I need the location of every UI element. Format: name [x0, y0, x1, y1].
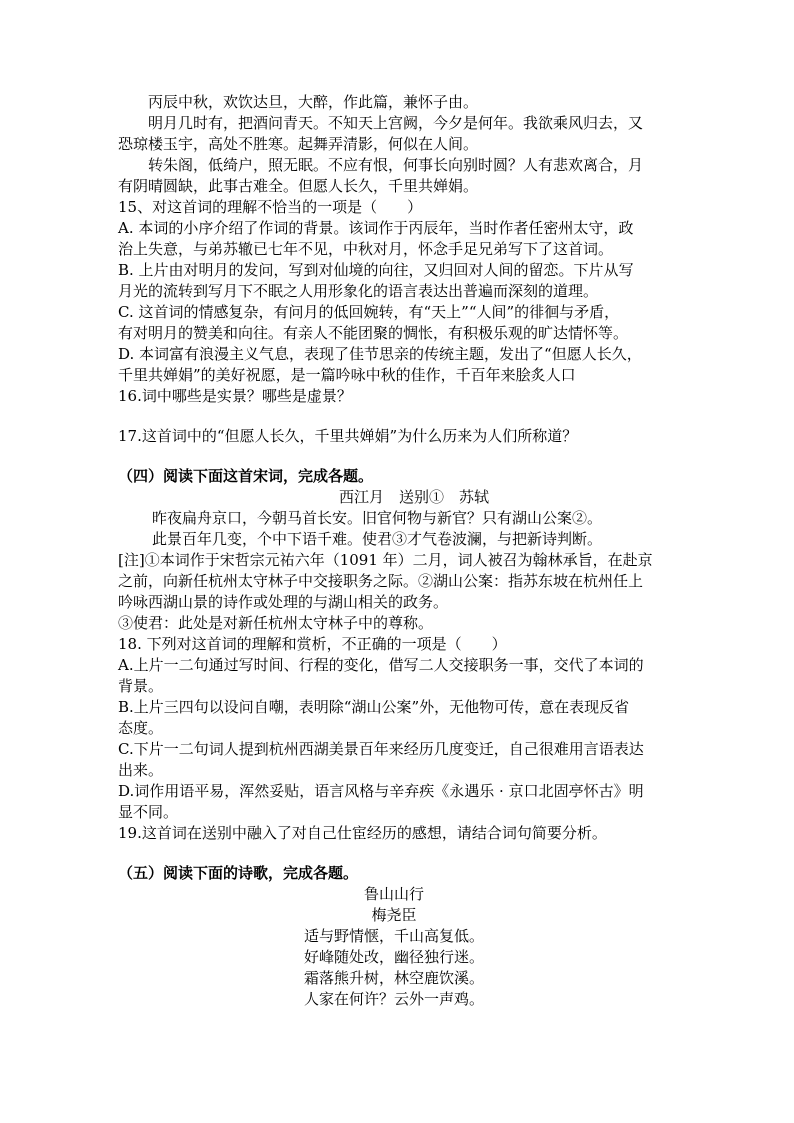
poem-stanza2-line1: 转朱阁，低绮户，照无眠。不应有恨，何事长向别时圆？人有悲欢离合，月 [148, 156, 644, 174]
section-5-poem-line: 霜落熊升树，林空鹿饮溪。 [303, 969, 484, 987]
question-15-option-b-line1: B. 上片由对明月的发问，写到对仙境的向往，又归回对人间的留恋。下片从写 [118, 261, 634, 279]
question-15-option-d-line2: 千里共婵娟”的美好祝愿，是一篇吟咏中秋的佳作，千百年来脍炙人口 [118, 366, 576, 384]
document-page [118, 92, 670, 1010]
section-5-poem-author: 梅尧臣 [371, 906, 417, 924]
poem-stanza1-line1: 明月几时有，把酒问青天。不知天上宫阙，今夕是何年。我欲乘风归去，又 [148, 114, 644, 132]
question-19: 19.这首词在送别中融入了对自己仕宦经历的感想，请结合词句简要分析。 [118, 824, 607, 842]
answer-space [118, 844, 670, 863]
section-4-note-line4: ③使君：此处是对新任杭州太守林子中的尊称。 [118, 614, 434, 632]
question-15-option-a-line2: 治上失意，与弟苏辙已七年不见，中秋对月，怀念手足兄弟写下了这首词。 [118, 240, 614, 258]
question-15-option-c-line1: C. 这首词的情感复杂，有问月的低回婉转，有“天上”“人间”的徘徊与矛盾， [118, 303, 620, 321]
question-18-option-a-line1: A.上片一二句通过写时间、行程的变化，借写二人交接职务一事，交代了本词的 [118, 656, 644, 674]
question-18-option-c-line2: 出来。 [118, 761, 164, 779]
section-4-note-line2: 之前，向新任杭州太守林子中交接职务之际。②湖山公案：指苏东坡在杭州任上 [118, 572, 644, 590]
question-15-option-c-line2: 有对明月的赞美和向往。有亲人不能团聚的惆怅，有积极乐观的旷达情怀等。 [118, 324, 629, 342]
question-18-stem: 18. 下列对这首词的理解和赏析，不正确的一项是（ ） [118, 635, 507, 653]
poem-stanza1-line2: 恐琼楼玉宇，高处不胜寒。起舞弄清影，何似在人间。 [118, 135, 479, 153]
question-15-option-d-line1: D. 本词富有浪漫主义气息，表现了佳节思亲的传统主题，发出了“但愿人长久， [118, 345, 642, 363]
section-4-note-line1: [注]①本词作于宋哲宗元祐六年（1091 年）二月，词人被召为翰林承旨，在赴京 [118, 551, 653, 569]
section-5-poem-line: 适与野情惬，千山高复低。 [303, 927, 484, 945]
section-4-poem-line2: 此景百年几变，个中下语千难。使君③才气卷波澜，与把新诗判断。 [152, 530, 603, 548]
question-15-option-a-line1: A. 本词的小序介绍了作词的背景。该词作于丙辰年，当时作者任密州太守，政 [118, 219, 634, 237]
section-5-poem-line: 好峰随处改，幽径独行迷。 [303, 948, 484, 966]
question-16: 16.词中哪些是实景？哪些是虚景？ [118, 387, 352, 405]
question-18-option-b-line2: 态度。 [118, 719, 164, 737]
question-18-option-a-line2: 背景。 [118, 677, 164, 695]
section-4-poem-line1: 昨夜扁舟京口，今朝马首长安。旧官何物与新官？只有湖山公案②。 [152, 509, 603, 527]
section-4-poem-title: 西江月 送别① 苏轼 [338, 488, 489, 506]
section-5-poem-line: 人家在何许？云外一声鸡。 [303, 990, 484, 1008]
section-5-poem-title: 鲁山山行 [363, 885, 424, 903]
question-18-option-d-line2: 显不同。 [118, 803, 179, 821]
section-4-heading: （四）阅读下面这首宋词，完成各题。 [118, 467, 374, 485]
question-18-option-d-line1: D.词作用语平易，浑然妥贴，语言风格与辛弃疾《永遇乐 · 京口北固亭怀古》明 [118, 782, 644, 800]
question-15-stem: 15、对这首词的理解不恰当的一项是（ ） [118, 198, 423, 216]
question-15-option-b-line2: 月光的流转到写月下不眠之人用形象化的语言表达出普遍而深刻的道理。 [118, 282, 599, 300]
poem-preface: 丙辰中秋，欢饮达旦，大醉，作此篇，兼怀子由。 [148, 93, 479, 111]
answer-space [118, 447, 670, 466]
section-5-heading: （五）阅读下面的诗歌，完成各题。 [118, 864, 359, 882]
question-18-option-c-line1: C.下片一二句词人提到杭州西湖美景百年来经历几度变迁，自己很难用言语表达 [118, 740, 644, 758]
question-18-option-b-line1: B.上片三四句以设问自嘲，表明除“湖山公案”外，无他物可传，意在表现反省 [118, 698, 630, 716]
question-17: 17.这首词中的“但愿人长久，千里共婵娟”为什么历来为人们所称道？ [118, 427, 578, 445]
answer-space [118, 407, 670, 426]
section-4-note-line3: 吟咏西湖山景的诗作或处理的与湖山相关的政务。 [118, 593, 449, 611]
poem-stanza2-line2: 有阴晴圆缺，此事古难全。但愿人长久，千里共婵娟。 [118, 177, 479, 195]
